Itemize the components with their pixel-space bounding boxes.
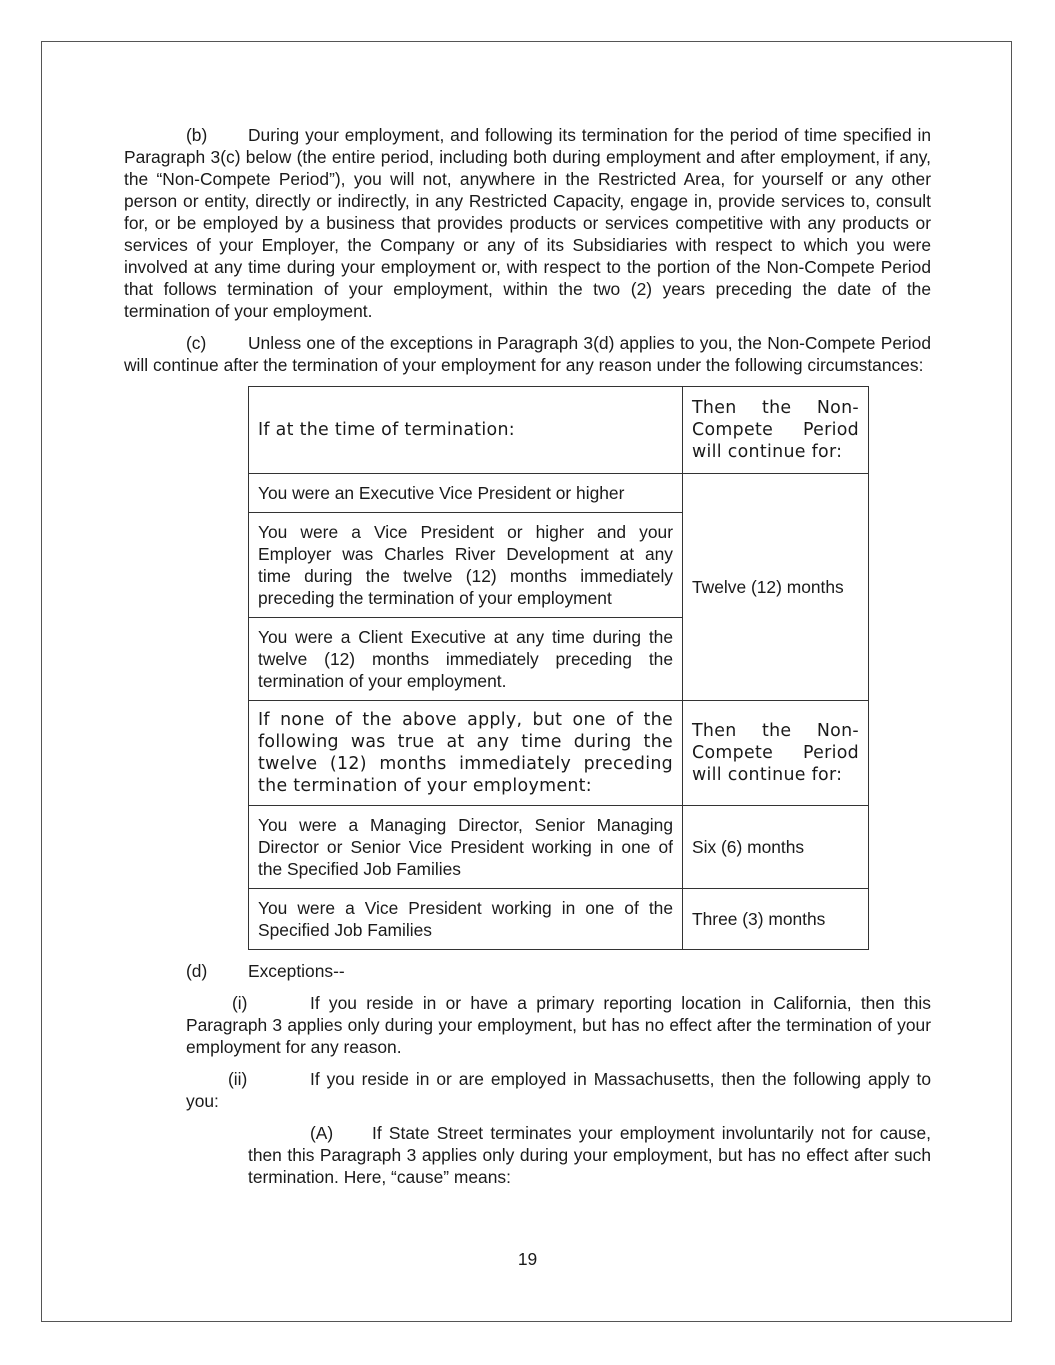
table-subheader-left: If none of the above apply, but one of the following was true at any time during the twelve (12) months immediately preceding the termination of your employment: — [249, 701, 683, 806]
paragraph-b — [124, 124, 931, 322]
paragraph-c-text: Unless one of the exceptions in Paragraph 3(d) applies to you, the Non-Compete Period will continue after the termination of your employment for any reason under the following circumstances: — [124, 333, 931, 375]
table-cell-client-exec: You were a Client Executive at any time during the twelve (12) months immediately preceding the termination of your employment. — [249, 618, 683, 701]
exception-ii — [124, 1068, 931, 1112]
table-header-right: Then the Non-Compete Period will continue for: — [683, 387, 869, 474]
table-cell-six-months: Six (6) months — [683, 806, 869, 889]
table-cell-three-months: Three (3) months — [683, 889, 869, 950]
table-cell-vp: You were a Vice President working in one of the Specified Job Families — [249, 889, 683, 950]
table-subheader-right: Then the Non-Compete Period will continue for: — [683, 701, 869, 806]
paragraph-b-label: (b) — [186, 125, 208, 145]
page-number: 19 — [517, 1249, 538, 1269]
exception-i-text: If you reside in or have a primary reporting location in California, then this Paragraph 3 applies only during your employment, but has no effect after the termination of your employment for any reason. — [186, 993, 931, 1057]
table-cell-md: You were a Managing Director, Senior Managing Director or Senior Vice President working in one of the Specified Job Families — [249, 806, 683, 889]
paragraph-c — [124, 332, 931, 376]
paragraph-d-heading — [124, 960, 931, 982]
paragraph-d-label: (d) — [186, 961, 208, 981]
paragraph-d — [124, 960, 931, 1188]
exception-ii-label: (ii) — [228, 1069, 248, 1089]
table-header-left: If at the time of termination: — [249, 387, 683, 474]
non-compete-table — [248, 386, 869, 950]
paragraph-b-text: During your employment, and following its termination for the period of time specified in Paragraph 3(c) below (the entire period, including both during employment and after employment, if any, the “Non-Compete Period”), you will not, anywhere in the Restricted Area, for yourself or any other person or entity, directly or indirectly, in any Restricted Capacity, engage in, provide services to, consult for, or be employed by a business that provides products or services competitive with any products or services of your Employer, the Company or any of its Subsidiaries with respect to which you were involved at any time during your employment or, with respect to the portion of the Non-Compete Period that follows termination of your employment, within the two (2) years preceding the date of the termination of your employment. — [124, 125, 931, 321]
exception-ii-A — [124, 1122, 931, 1188]
paragraph-d-title: Exceptions-- — [248, 961, 345, 981]
table-cell-twelve-months: Twelve (12) months — [683, 474, 869, 701]
exception-ii-A-text: If State Street terminates your employment involuntarily not for cause, then this Paragraph 3 applies only during your employment, but has no effect after such termination. Here, “cause” means: — [248, 1123, 931, 1187]
document-body — [124, 124, 931, 1188]
exception-i-label: (i) — [232, 993, 248, 1013]
exception-i — [124, 992, 931, 1058]
exception-ii-A-label: (A) — [310, 1123, 334, 1143]
table-cell-evp: You were an Executive Vice President or higher — [249, 474, 683, 513]
table-row — [249, 806, 869, 889]
table-row — [249, 474, 869, 513]
table-row — [249, 889, 869, 950]
table-subheader-row — [249, 701, 869, 806]
paragraph-c-label: (c) — [186, 333, 207, 353]
table-header-row — [249, 387, 869, 474]
table-cell-vp-crd: You were a Vice President or higher and your Employer was Charles River Development at any time during the twelve (12) months immediately preceding the termination of your employment — [249, 513, 683, 618]
exception-ii-text: If you reside in or are employed in Massachusetts, then the following apply to you: — [186, 1069, 931, 1111]
